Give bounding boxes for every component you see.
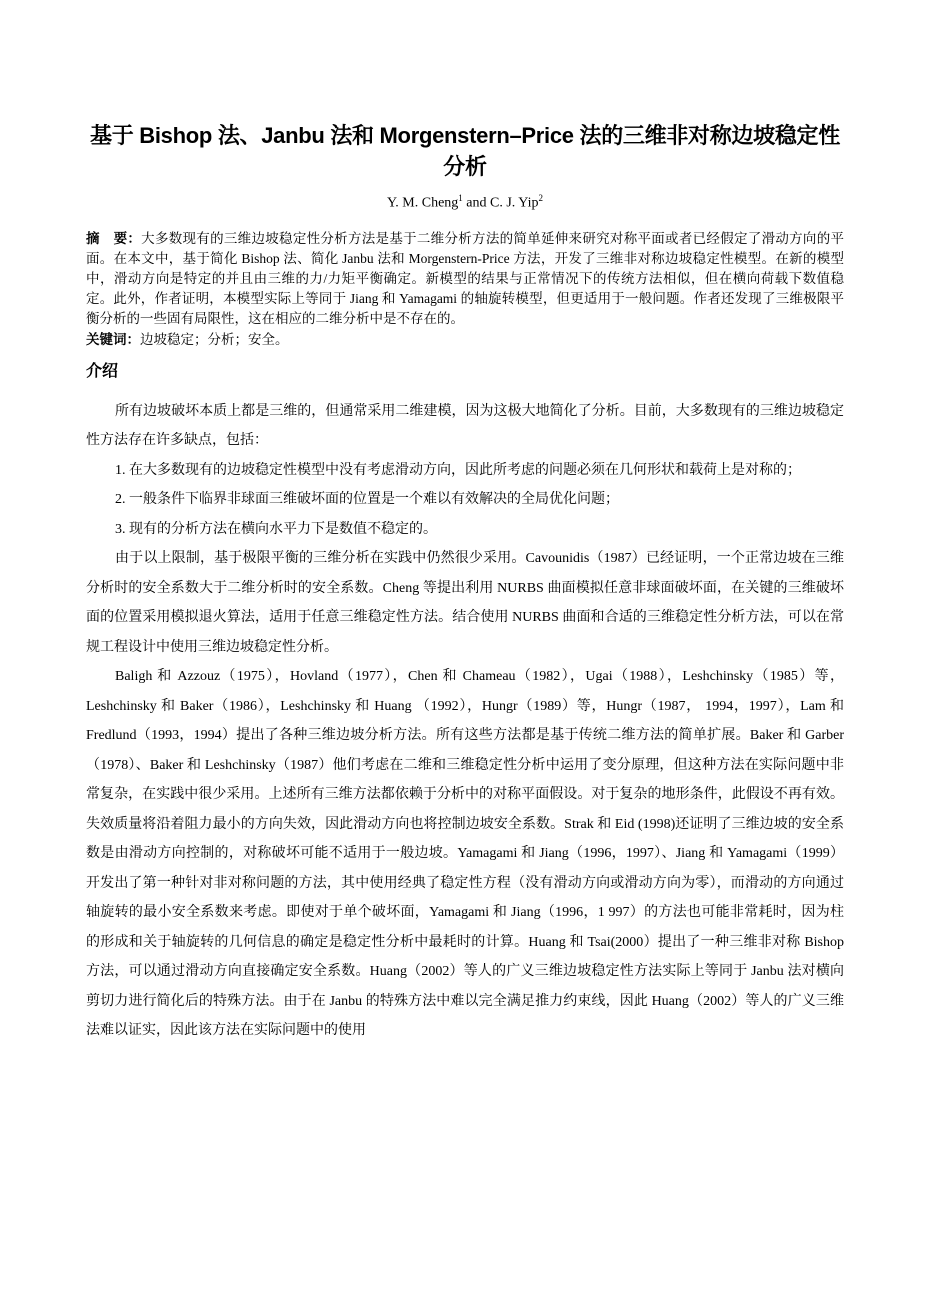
keywords-text: 边坡稳定；分析；安全。 <box>140 331 289 347</box>
affiliation-marker: 1 <box>458 193 463 203</box>
list-item: 2. 一般条件下临界非球面三维破坏面的位置是一个难以有效解决的全局优化问题； <box>115 492 619 508</box>
author-conjunction: and <box>462 195 491 211</box>
abstract <box>86 229 844 329</box>
paper-page <box>86 120 844 1046</box>
list-item: 1. 在大多数现有的边坡稳定性模型中没有考虑滑动方向，因此所考虑的问题必须在几何形状和载荷上是对称的； <box>115 462 801 478</box>
paragraph: 由于以上限制，基于极限平衡的三维分析在实践中仍然很少采用。Cavounidis（1987）已经证明，一个正常边坡在三维分析时的安全系数大于二维分析时的安全系数。Cheng 等提出利用 NURBS 曲面模拟任意非球面破坏面，在关键的三维破坏面的位置采用模拟退火算法，适用于任意三维稳定性方法。结合使用 NURBS 曲面和合适的三维稳定性分析方法，可以在常规工程设计中使用三维边坡稳定性分析。 <box>86 551 844 655</box>
paper-title: 基于 Bishop 法、Janbu 法和 Morgenstern–Price 法的三维非对称边坡稳定性分析 <box>90 123 840 179</box>
paragraph: Baligh 和 Azzouz（1975），Hovland（1977），Chen 和 Chameau（1982），Ugai（1988），Leshchinsky（1985）等，Leshchinsky 和 Baker（1986），Leshchinsky 和 Huang （1992），Hungr（1989）等，Hungr（1987， 1994，1997），Lam 和 Fredlund（1993，1994）提出了各种三维边坡分析方法。所有这些方法都是基于传统二维方法的简单扩展。Baker 和 Garber（1978）、Baker 和 Leshchinsky（1987）他们考虑在二维和三维稳定性分析中运用了变分原理，但这种方法在实际问题中非常复杂，在实践中很少采用。上述所有三维方法都依赖于分析中的对称平面假设。对于复杂的地形条件，此假设不再有效。失效质量将沿着阻力最小的方向失效，因此滑动方向也将控制边坡安全系数。Strak 和 Eid (1998)还证明了三维边坡的安全系数是由滑动方向控制的，对称破坏可能不适用于一般边坡。Yamagami 和 Jiang（1996，1997）、Jiang 和 Yamagami（1999）开发出了第一种针对非对称问题的方法，其中使用经典了稳定性方程（没有滑动方向或滑动方向为零），而滑动的方向通过轴旋转的最小安全系数来考虑。即使对于单个破坏面，Yamagami 和 Jiang（1996，1 997）的方法也可能非常耗时，因为柱的形成和关于轴旋转的几何信息的确定是稳定性分析中最耗时的计算。Huang 和 Tsai(2000）提出了一种三维非对称 Bishop 方法，可以通过滑动方向直接确定安全系数。Huang（2002）等人的广义三维边坡稳定性方法实际上等同于 Janbu 法对横向剪切力进行简化后的特殊方法。由于在 Janbu 的特殊方法中难以完全满足推力约束线，因此 Huang（2002）等人的广义三维法难以证实，因此该方法在实际问题中的使用 <box>86 669 844 1039</box>
keywords <box>86 330 844 350</box>
abstract-label: 摘 要： <box>86 230 142 246</box>
keywords-label: 关键词： <box>86 331 140 347</box>
abstract-text: 大多数现有的三维边坡稳定性分析方法是基于二维分析方法的简单延伸来研究对称平面或者已经假定了滑动方向的平面。在本文中，基于简化 Bishop 法、简化 Janbu 法和 Morgenstern-Price 方法，开发了三维非对称边坡稳定性模型。在新的模型中，滑动方向是特定的并且由三维的力/力矩平衡确定。新模型的结果与正常情况下的传统方法相似，但在横向荷载下数值稳定。此外，作者证明，本模型实际上等同于 Jiang 和 Yamagami 的轴旋转模型，但更适用于一般问题。作者还发现了三维极限平衡分析的一些固有局限性，这在相应的二维分析中是不存在的。 <box>86 230 845 326</box>
affiliation-marker: 2 <box>538 193 544 203</box>
paragraph: 所有边坡破坏本质上都是三维的，但通常采用二维建模，因为这极大地简化了分析。目前，大多数现有的三维边坡稳定性方法存在许多缺点，包括： <box>86 403 844 449</box>
author-line <box>86 188 844 214</box>
section-heading: 介绍 <box>86 362 119 380</box>
author-name: C. J. Yip <box>490 195 539 211</box>
author-name: Y. M. Cheng <box>386 195 459 211</box>
list-item: 3. 现有的分析方法在横向水平力下是数值不稳定的。 <box>115 521 437 537</box>
body-text <box>86 397 844 1046</box>
